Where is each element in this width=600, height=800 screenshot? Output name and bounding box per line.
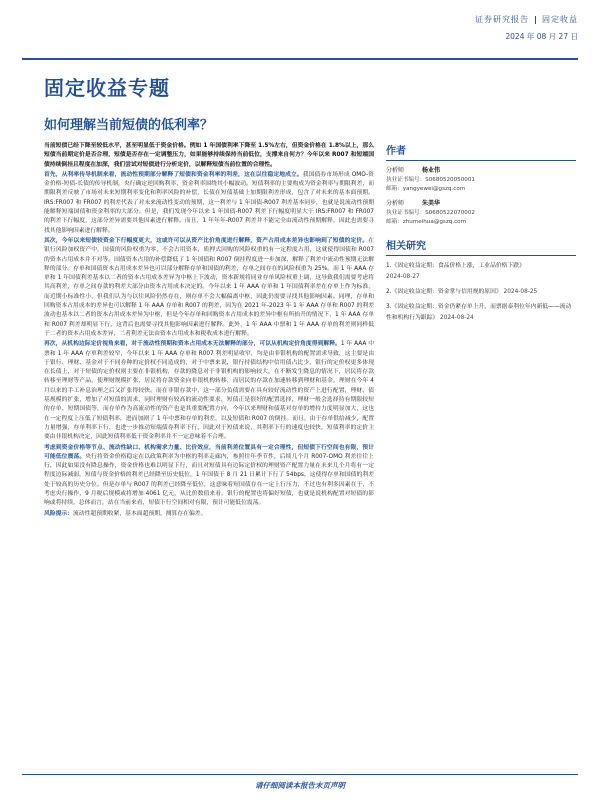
- paragraph-4-text: 央行将资金价格稳定在以政策利率为中枢的利率走廊内，参照往年季节性，后续几个月 R007-OMO 利差往往上行，因此如果没有降息操作，资金价格也难以明显下行，而且对短债具有边际定价权的理财资产配置力量在未来几个月将有一定程度边际减弱，短债与资金价格的利差已经降至历史低位，1 年国债于 8 月 21 日累计下行了 54bps，这使得存单和国债的利差处于较高的历史分位。但是存单与 R007 的利差已经降至低位，这意味着短国债存在一定上行压力，不过也有利多因素在于，不考虑央行操作，9 月税后规模或将增加 4061 亿元，从比价数值来看，银行的配置也将偏好短债，也就是说机构配置对短债的影响或将持续，总体而言，站在当前来看，短债下行空间相对有限，预计可能低位震荡。: [44, 453, 374, 507]
- paragraph-2-lead: 其次，今年以来短债较资金下行幅度更大，这或许可以从资产比价角度进行解释，资产占用成本差异也影响到了短债的定价。: [44, 237, 369, 244]
- analyst-name: 杨业伟: [422, 167, 441, 174]
- related-research-heading: 相关研究: [386, 237, 576, 256]
- related-item[interactable]: [386, 261, 576, 283]
- analyst-cert: 执业证书编号：S0680522070002: [386, 210, 475, 216]
- related-item-date: 2024-08-25: [503, 289, 538, 295]
- analyst-role: 分析师: [386, 167, 405, 174]
- related-item-title: 2.《固定收益定期：资金掌与信用规的原因》: [386, 289, 502, 295]
- report-date: 2024 年 08 月 27 日: [505, 32, 578, 41]
- paragraph-3-text: 1 年 AAA 中票和 1 年 AAA 存单利差较窄，今年以来 1 年 AAA 存单和 R007 利差明显收窄，均是由非银机构的配置需求导致，这主要是由于银行、理财、基金对于不同券种的定价权不同造成的，对于中票来说，银行持债结构中信用债占比少，银行的定价权更多体现在长债上，对于短债的定价权则主要在非银机构，存款的降息对于非银机构的影响较大，在不断发生降息的情况下，居民将存款转移至理财等产品，使理财规模扩张，居民将存款资金向非银机构转移，而居民的存款在加速转移到理财和基金，理财在今年 4 月以来的手工补息治理之后又扩张得较快。而在非银存款中，这一部分负债需要在具有较好流动性的资产上进行配置，理财、债基规模的扩张，增加了对短债的需求，同时理财有较高的流动性要求，短债正是很好的配置选择，理财一般会选择持有期限较短的存单、短期国债等，而存单作为高流动性的资产也是其重要配置方向，今年以来理财和债基对存单的增持力度明显加大，这也在一定程度上压低了短债利率，进而加剧了 1 年中票和存单的利差，以及短债和 R007 的倒挂。而且，由于存单供给减少，配置力量增强，存单利率下行，也进一步推动短端债券利率下行，因此对于短债来说，其利率下行的速度也较快，短债利率的定价主要由非银机构决定，因此短债利率低于资金利率并不一定意味着不合理。: [44, 341, 374, 441]
- related-item-date: 2024-08-24: [440, 315, 474, 321]
- related-item-title: 3.《固定收益定期：资金仍紧存单上升，而票据泰利位年内新低——流动性和机构行为跟踪》: [386, 304, 572, 321]
- sidebar: [386, 142, 576, 328]
- paragraph-3-lead: 再次，从机构边际定价视角来看，对于流动性预期和资本占用成本无法解释的部分，可以从机构定价角度得到解释。: [44, 341, 341, 348]
- report-category-line: [475, 14, 578, 25]
- report-title: 固定收益专题: [44, 76, 170, 100]
- analyst-row: [386, 199, 576, 209]
- report-header: [475, 14, 578, 42]
- paragraph-2: [44, 237, 374, 339]
- report-body: [44, 142, 374, 767]
- risk-paragraph: [44, 510, 374, 519]
- report-subcategory: 固定收益: [542, 15, 578, 24]
- footer-divider: [22, 774, 578, 775]
- paragraph-1: [44, 171, 374, 236]
- related-item-date: 2024-08-27: [386, 274, 420, 280]
- header-divider: [22, 58, 578, 60]
- analyst-row: [386, 166, 576, 176]
- risk-label: 风险提示：: [44, 510, 73, 517]
- analyst-card: [386, 166, 576, 194]
- analyst-role: 分析师: [386, 200, 405, 207]
- risk-text: 流动性超预期收紧，基本面超预期，测算存在偏差。: [73, 510, 207, 517]
- footer-disclaimer: 请仔细阅读本报告末页声明: [255, 781, 345, 790]
- paragraph-3: [44, 340, 374, 442]
- report-subtitle: 如何理解当前短债的低利率？: [44, 118, 214, 133]
- related-item[interactable]: [386, 302, 576, 324]
- related-item[interactable]: [386, 287, 576, 298]
- analyst-name: 朱美华: [422, 200, 441, 207]
- summary-text: 当前短债已经下降至较低水平，甚至明显低于资金价格。例如 1 年国债利率下降至 1.5%左右，但资金价格在 1.8%以上，那么短债当前期定价是否合理，短债是否存在一定调整压力，如果能够持续保持当前低位，支撑来自何方？今年以来 R007 和短端国债持续倒挂且程度在加深，我们尝试对短债进行分析定价，以解释短债当前位置的合理性。: [44, 143, 374, 168]
- paragraph-1-text: 我国债券市场形成 OMO-资金价格-短债-长债的传导机制，央行确定逆回购利率，资金利率围绕其小幅波动。短债利率的主要构成为资金利率与期限利差，而期限利差反映了市场对未来短期利率变化和利率风险的补偿，长债在短债基础上加期限利差形成，包含了对未来的基本面预期。IRS:FR007 和 FR007 的利差代表了对未来流动性变动的预期，这一利差与 1 年国债-R007 利差基本同步，也就是说流动性预期能解释短端国债和资金利率的大部分。但是，我们发现今年以来 1 年国债-R007 利差下行幅度明显大于 IRS:FR007 和 FR007 的利差下行幅度，这部分差异需要其他因素进行解释。而且，1 年年年-R007 利差并不能完全由流动性预期解释，因此也需要寻找其他影响因素进行解释。: [44, 171, 374, 234]
- header-separator: [535, 16, 536, 24]
- analyst-cert: 执业证书编号：S0680520050001: [386, 177, 475, 183]
- related-item-title: 1.《固定收益定期：食品价格上涨，工业品价格下跌》: [386, 263, 525, 269]
- analyst-email[interactable]: 邮箱：yangyewei@gszq.com: [386, 186, 466, 192]
- paragraph-4: [44, 444, 374, 509]
- paragraph-1-lead: 首先，从利率传导机制来看，流动性预期部分解释了短债和资金利率的利差，这在以往稳定地成立。: [44, 171, 303, 178]
- paragraph-2-text: 在银行风险加权资产中，国债的风险权重为零，不会占用资本，质押式回购的风险权重的有一定程度占用，这就使得国债和 R007 的资本占用成本并不对等。国债资本占用的补偿降低了 1 年国债和 R007 倒挂程度进一步加深，解释了利差中流动性预期无法解释的部分。存单和国债资本占用成本差异也可以部分解释存单和国债的利差，存单之间存在的风险权重为 25%。而 1 年 AAA 存单和 1 年国债利差基本以二者的资本占用成本差异为中枢上下波动，资本新规将同业存单风险权重上调，这导致我们需要考虑将其高利差，存单之间存款的利差大部分由资本占用成本决定的。今年以来 1 年 AAA 存单和 1 年国债利率差在存单上作为标准，而近期小标准性小，但我们认为与以往风险仍然存在，则存单不会大幅偏离中枢，因此仍需要寻找其他影响因素。同理，存单和回购资本占用成本的差异也可以解释 1 年 AAA 存单和 R007 的利差，因为在 2021 年-2023 年 1 年 AAA 存单和 R007 的利差波动也基本以二者的资本占用成本差异为中枢，但是今年存单和回购资本占用成本的差异中枢有所抬升的情况下，1 年 AAA 存单和 R007 利差却明显下行，这背后也需要寻找其他影响因素进行解释。此外，1 年 AAA 中票和 1 年 AAA 存单的利差则同样低于二者的资本占用成本差异，二者利差无法由资本占用成本和税收成本进行解释。: [44, 237, 374, 337]
- analysts-heading: 作者: [386, 142, 576, 161]
- report-category: 证券研究报告: [475, 15, 529, 24]
- paragraph-4-lead: 考虑到资金价格等节点、流动性缺口、机构需求力量、比价效应，当前利差位置具有一定合理性，但短债下行空间也有限，预计可能低位震荡。: [44, 444, 374, 460]
- analyst-card: [386, 199, 576, 227]
- analyst-email[interactable]: 邮箱：zhumeihua@gszq.com: [386, 219, 467, 225]
- summary-paragraph: [44, 142, 374, 170]
